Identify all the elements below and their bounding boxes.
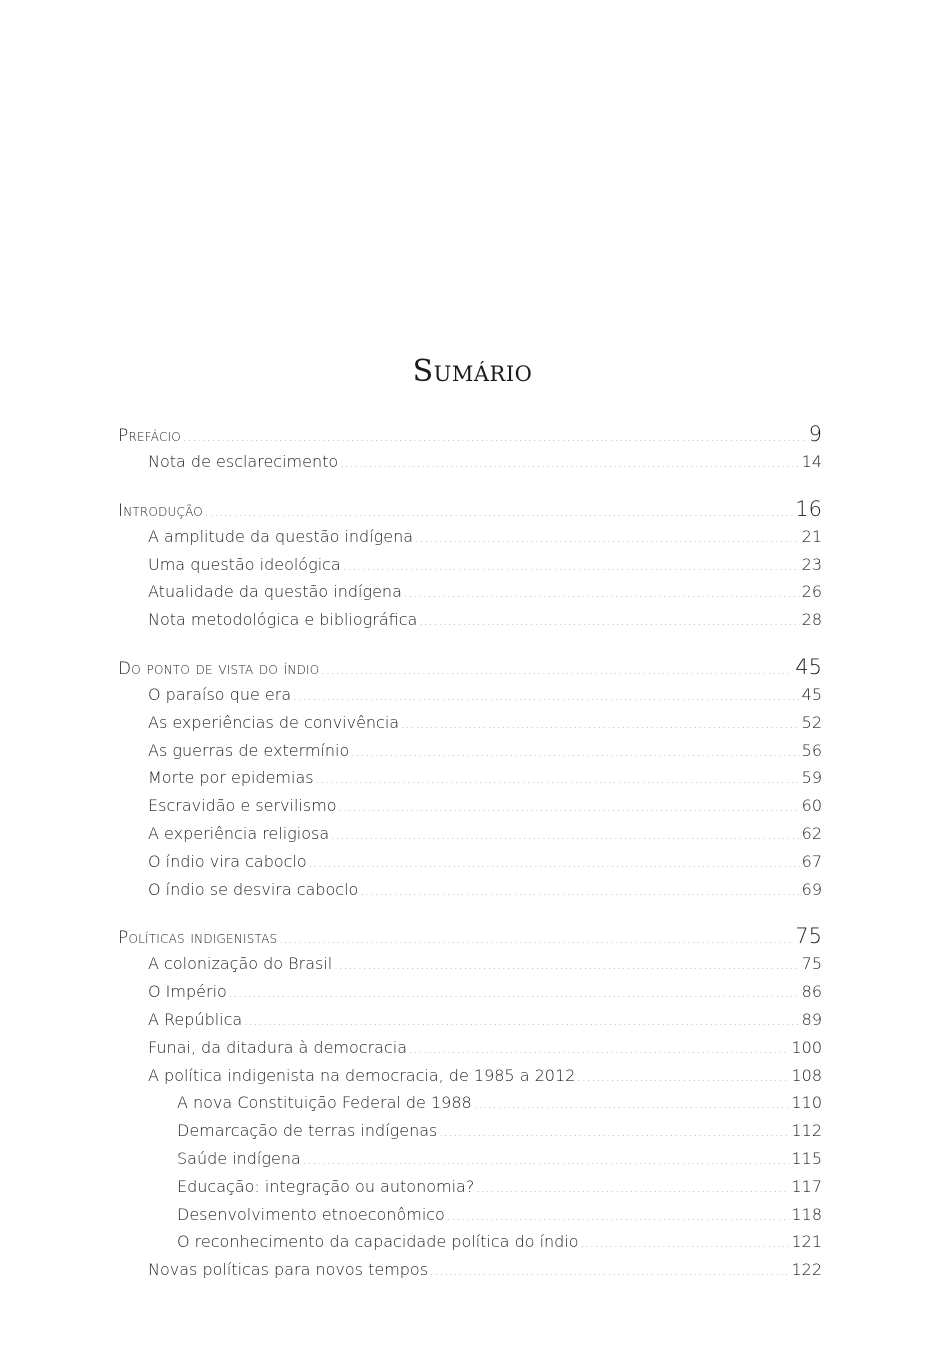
entry-title: A amplitude da questão indígena bbox=[148, 526, 414, 546]
page-number: 75 bbox=[801, 954, 822, 974]
page-number: 110 bbox=[791, 1093, 822, 1113]
page-number: 56 bbox=[801, 740, 822, 760]
dot-leader bbox=[577, 1071, 789, 1084]
dot-leader bbox=[343, 560, 800, 573]
toc-subentry[interactable] bbox=[118, 1093, 822, 1121]
page-title: Sumário bbox=[412, 354, 533, 390]
toc-entry[interactable] bbox=[118, 824, 822, 852]
page-number: 9 bbox=[808, 422, 822, 446]
page-number: 23 bbox=[801, 554, 822, 574]
entry-title: Nota metodológica e bibliográfica bbox=[148, 610, 418, 630]
toc-subentry[interactable] bbox=[118, 1205, 822, 1233]
toc-entry[interactable] bbox=[118, 852, 822, 880]
page-number: 118 bbox=[791, 1204, 822, 1224]
dot-leader bbox=[474, 1098, 790, 1111]
toc-entry[interactable] bbox=[118, 768, 822, 796]
dot-leader bbox=[401, 718, 800, 731]
entry-title: Uma questão ideológica bbox=[148, 554, 341, 574]
page-number: 122 bbox=[791, 1260, 822, 1280]
entry-title: Novas políticas para novos tempos bbox=[148, 1260, 429, 1280]
dot-leader bbox=[439, 1126, 789, 1139]
dot-leader bbox=[360, 885, 799, 898]
chapter-title: Políticas indigenistas bbox=[118, 928, 278, 949]
dot-leader bbox=[331, 829, 800, 842]
dot-leader bbox=[340, 457, 799, 470]
toc-section-politicas bbox=[118, 924, 822, 1288]
toc-entry[interactable] bbox=[118, 582, 822, 610]
entry-title: Desenvolvimento etnoeconômico bbox=[177, 1204, 445, 1224]
entry-title: As guerras de extermínio bbox=[148, 740, 350, 760]
toc-entry[interactable] bbox=[118, 452, 822, 480]
toc-entry[interactable] bbox=[118, 1038, 822, 1066]
dot-leader bbox=[279, 933, 793, 946]
entry-title: A colonização do Brasil bbox=[148, 954, 333, 974]
entry-title: Nota de esclarecimento bbox=[148, 452, 339, 471]
entry-title: A nova Constituição Federal de 1988 bbox=[177, 1093, 472, 1113]
page-number: 108 bbox=[791, 1065, 822, 1085]
toc-entry[interactable] bbox=[118, 1010, 822, 1038]
toc-entry[interactable] bbox=[118, 880, 822, 908]
page-number: 26 bbox=[801, 582, 822, 602]
dot-leader bbox=[316, 773, 800, 786]
dot-leader bbox=[419, 615, 799, 628]
toc-entry[interactable] bbox=[118, 685, 822, 713]
page-number: 45 bbox=[801, 684, 822, 704]
entry-title: Morte por epidemias bbox=[148, 768, 314, 788]
entry-title: A República bbox=[148, 1009, 243, 1029]
dot-leader bbox=[303, 1154, 790, 1167]
toc-section-introducao bbox=[118, 497, 822, 638]
page-number: 100 bbox=[791, 1037, 822, 1057]
page-number: 112 bbox=[791, 1121, 822, 1141]
dot-leader bbox=[351, 746, 799, 759]
dot-leader bbox=[404, 587, 800, 600]
dot-leader bbox=[447, 1210, 790, 1223]
toc-entry[interactable] bbox=[118, 527, 822, 555]
toc-subentry[interactable] bbox=[118, 1232, 822, 1260]
entry-title: O índio se desvira caboclo bbox=[148, 879, 359, 899]
dot-leader bbox=[581, 1237, 790, 1250]
page-number: 28 bbox=[801, 610, 822, 630]
page-number: 59 bbox=[801, 768, 822, 788]
entry-title: A experiência religiosa bbox=[148, 823, 330, 843]
page-number: 69 bbox=[801, 879, 822, 899]
entry-title: A política indigenista na democracia, de 1985 a 2012 bbox=[148, 1065, 576, 1085]
page-number: 121 bbox=[791, 1232, 822, 1252]
entry-title: As experiências de convivência bbox=[148, 712, 400, 732]
toc-entry[interactable] bbox=[118, 796, 822, 824]
dot-leader bbox=[229, 987, 800, 1000]
toc-entry[interactable] bbox=[118, 741, 822, 769]
entry-title: O índio vira caboclo bbox=[148, 851, 307, 871]
dot-leader bbox=[183, 431, 807, 444]
page-number: 62 bbox=[801, 823, 822, 843]
toc-section-prefacio bbox=[118, 422, 822, 480]
entry-title: O paraíso que era bbox=[148, 684, 292, 704]
dot-leader bbox=[205, 506, 793, 519]
toc-subentry[interactable] bbox=[118, 1149, 822, 1177]
toc-entry[interactable] bbox=[118, 1066, 822, 1094]
page-number: 117 bbox=[791, 1176, 822, 1196]
page-number: 67 bbox=[801, 851, 822, 871]
toc-subentry[interactable] bbox=[118, 1121, 822, 1149]
toc-entry[interactable] bbox=[118, 713, 822, 741]
dot-leader bbox=[244, 1015, 799, 1028]
toc-chapter[interactable] bbox=[118, 924, 822, 954]
toc-chapter[interactable] bbox=[118, 655, 822, 685]
dot-leader bbox=[339, 801, 800, 814]
page-number: 21 bbox=[801, 526, 822, 546]
page-number: 45 bbox=[795, 654, 822, 679]
toc-section-ponto-de-vista bbox=[118, 655, 822, 907]
page-number: 16 bbox=[795, 496, 822, 521]
toc-entry[interactable] bbox=[118, 555, 822, 583]
chapter-title: Do ponto de vista do índio bbox=[118, 658, 320, 679]
entry-title: Atualidade da questão indígena bbox=[148, 582, 402, 602]
entry-title: Saúde indígena bbox=[177, 1148, 301, 1168]
chapter-title: Prefácio bbox=[118, 426, 181, 446]
page-number: 86 bbox=[801, 982, 822, 1002]
entry-title: Escravidão e servilismo bbox=[148, 796, 337, 816]
toc-entry[interactable] bbox=[118, 610, 822, 638]
chapter-title: Introdução bbox=[118, 500, 203, 521]
toc-entry[interactable] bbox=[118, 954, 822, 982]
page-number: 52 bbox=[801, 712, 822, 732]
dot-leader bbox=[321, 664, 793, 677]
entry-title: Educação: integração ou autonomia? bbox=[177, 1176, 475, 1196]
page-number: 60 bbox=[801, 796, 822, 816]
toc-subentry[interactable] bbox=[118, 1177, 822, 1205]
toc-chapter[interactable] bbox=[118, 422, 822, 452]
page-number: 115 bbox=[791, 1148, 822, 1168]
dot-leader bbox=[293, 690, 800, 703]
dot-leader bbox=[334, 959, 799, 972]
dot-leader bbox=[409, 1043, 789, 1056]
page-number: 75 bbox=[795, 924, 822, 949]
toc-entry[interactable] bbox=[118, 982, 822, 1010]
entry-title: Funai, da ditadura à democracia bbox=[148, 1037, 408, 1057]
toc-chapter[interactable] bbox=[118, 497, 822, 527]
dot-leader bbox=[430, 1265, 789, 1278]
entry-title: O Império bbox=[148, 982, 227, 1002]
dot-leader bbox=[415, 532, 800, 545]
page-number: 89 bbox=[801, 1009, 822, 1029]
toc-entry[interactable] bbox=[118, 1260, 822, 1288]
table-of-contents bbox=[118, 422, 822, 1288]
page-number: 14 bbox=[801, 452, 822, 471]
entry-title: Demarcação de terras indígenas bbox=[177, 1121, 438, 1141]
dot-leader bbox=[309, 857, 800, 870]
entry-title: O reconhecimento da capacidade política do índio bbox=[177, 1232, 579, 1252]
dot-leader bbox=[476, 1182, 789, 1195]
